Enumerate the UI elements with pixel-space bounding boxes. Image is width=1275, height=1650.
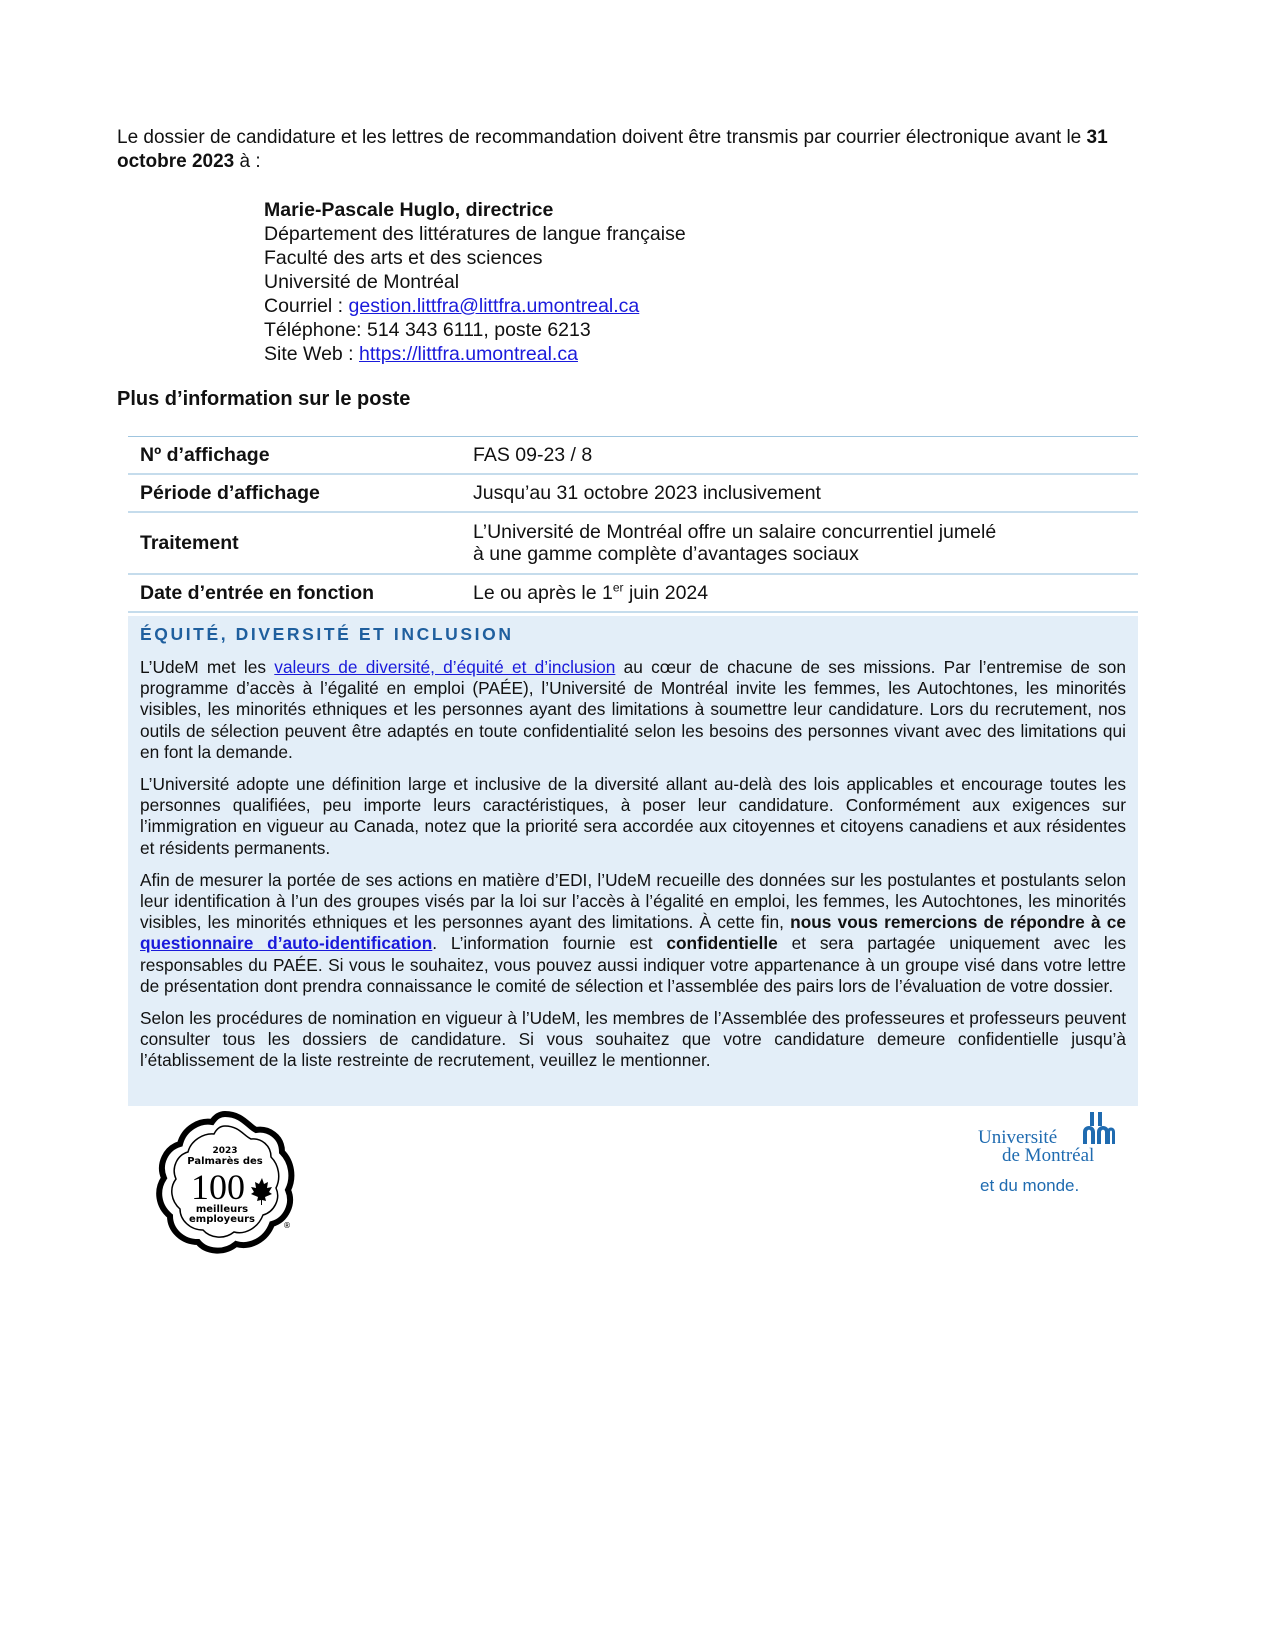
seal-year: 2023 (212, 1146, 238, 1156)
seal-line2: meilleurs (195, 1204, 249, 1215)
top-employers-seal (150, 1108, 300, 1258)
address-faculty: Faculté des arts et des sciences (264, 247, 543, 269)
edi-values-link[interactable]: valeurs de diversité, d’équité et d’inclusion (274, 657, 616, 677)
logo-tagline: et du monde. (980, 1176, 1080, 1195)
table-row: Période d’affichage Jusqu’au 31 octobre 2023 inclusivement (128, 475, 1138, 513)
questionnaire-link[interactable]: questionnaire d’auto-identification (140, 933, 433, 954)
address-university: Université de Montréal (264, 271, 460, 293)
seal-line3: employeurs (189, 1214, 255, 1225)
logo-line1: Université (978, 1127, 1058, 1148)
email-link[interactable]: gestion.littfra@littfra.umontreal.ca (348, 295, 640, 317)
udem-logo (978, 1110, 1118, 1195)
seal-badge-icon (150, 1108, 300, 1258)
contact-name: Marie-Pascale Huglo, directrice (264, 199, 554, 221)
address-phone: Téléphone: 514 343 6111, poste 6213 (264, 319, 591, 341)
logo-line2: de Montréal (1002, 1145, 1095, 1166)
seal-reg: ® (283, 1221, 291, 1230)
address-department: Département des littératures de langue française (264, 223, 686, 245)
udem-emblem-icon (1081, 1110, 1117, 1146)
address-email-line: Courriel : gestion.littfra@littfra.umontreal.ca (264, 295, 640, 317)
table-row: Date d’entrée en fonction Le ou après le 1er juin 2024 (128, 575, 1138, 613)
website-link[interactable]: https://littfra.umontreal.ca (359, 343, 578, 365)
contact-address (264, 198, 686, 366)
edi-paragraph-2: L’Université adopte une définition large et inclusive de la diversité allant au-delà des lois applicables et encourage toutes les personnes qualifiées, peu importe leurs caractéristiques, à poser leur candidature. Conformément aux exigences sur l’immigration en vigueur au Canada, notez que la priorité sera accordée aux citoyennes et citoyens canadiens et aux résidentes et résidents permanents. (140, 774, 1126, 858)
table-row: Traitement L’Université de Montréal offre un salaire concurrentiel jumelé à une gamme complète d’avantages sociaux (128, 513, 1138, 575)
table-row: Nº d’affichage FAS 09-23 / 8 (128, 437, 1138, 475)
address-web-line: Site Web : https://littfra.umontreal.ca (264, 343, 578, 365)
edi-paragraph-1: L’UdeM met les valeurs de diversité, d’équité et d’inclusion au cœur de chacune de ses missions. Par l’entremise de son programme d’accès à l’égalité en emploi (PAÉE), l’Université de Montréal invite les femmes, les Autochtones, les minorités visibles, les minorités ethniques et les personnes ayant des limitations à soumettre leur candidature. Lors du recrutement, nos outils de sélection peuvent être adaptés en toute confidentialité selon les besoins des personnes vivant avec des limitations qui en font la demande. (140, 657, 1127, 762)
edi-box (128, 616, 1138, 1106)
edi-paragraph-3: Afin de mesurer la portée de ses actions en matière d’EDI, l’UdeM recueille des données sur les postulantes et postulants selon leur identification à l’un des groupes visés par la loi sur l’accès à l’égalité en emploi, les femmes, les Autochtones, les minorités visibles, les minorités ethniques et les personnes ayant des limitations. À cette fin, nous vous remercions de répondre à ce questionnaire d’auto-identification. L’information fournie est confidentielle et sera partagée uniquement avec les responsables du PAÉE. Si vous le souhaitez, vous pouvez aussi indiquer votre appartenance à un groupe visé dans votre lettre de présentation dont prendra connaissance le comité de sélection et l’assemblée des pairs lors de l’évaluation de votre dossier. (140, 869, 1126, 996)
job-info-table (128, 436, 1138, 613)
edi-heading: ÉQUITÉ, DIVERSITÉ ET INCLUSION (140, 624, 514, 644)
seal-line1: Palmarès des (187, 1156, 263, 1167)
maple-leaf-icon (251, 1178, 272, 1205)
seal-number: 100 (191, 1167, 245, 1207)
section-title: Plus d’information sur le poste (117, 388, 411, 410)
edi-paragraph-4: Selon les procédures de nomination en vigueur à l’UdeM, les membres de l’Assemblée des professeures et professeurs peuvent consulter tous les dossiers de candidature. Si vous souhaitez que votre candidature demeure confidentielle jusqu’à l’établissement de la liste restreinte de recrutement, veuillez le mentionner. (140, 1008, 1126, 1071)
deadline-date: 31 octobre 2023 (117, 127, 1108, 172)
intro-paragraph: Le dossier de candidature et les lettres de recommandation doivent être transmis par courrier électronique avant le 31 octobre 2023 à : (117, 127, 1108, 172)
